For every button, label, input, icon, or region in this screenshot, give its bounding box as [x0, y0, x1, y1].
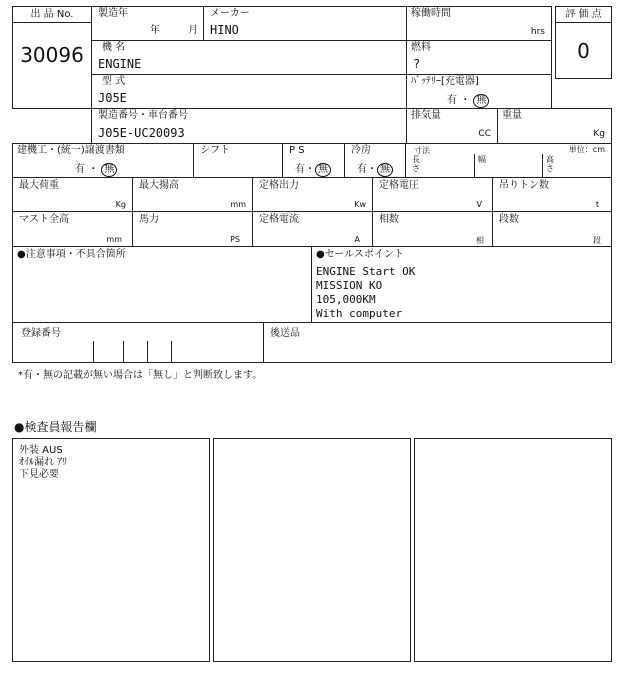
weight-unit: Kg	[593, 129, 605, 139]
year-unit: 年	[150, 25, 160, 36]
transfer-doc-no-circled: 無	[101, 163, 117, 177]
year-cell	[91, 6, 204, 41]
maker-cell	[203, 6, 407, 41]
rated-voltage-cell	[372, 177, 493, 212]
crane-tons-label: 吊りトン数	[499, 180, 549, 191]
year-label: 製造年	[98, 8, 128, 19]
mast-height-cell	[12, 211, 133, 247]
max-lift-unit: mm	[230, 200, 246, 209]
aircon-cell	[344, 143, 406, 178]
rating-cell	[555, 6, 612, 79]
rated-output-unit: Kw	[354, 200, 366, 209]
sales-point-line: ENGINE Start OK	[316, 265, 416, 278]
displacement-cell	[406, 108, 498, 144]
phases-label: 相数	[379, 214, 399, 225]
model-name-label: 機 名	[102, 42, 126, 53]
battery-cell	[406, 74, 552, 109]
rating-label: 評 価 点	[556, 7, 611, 23]
rated-current-cell	[252, 211, 373, 247]
sales-points-label: ●セールスポイント	[316, 249, 404, 260]
crane-tons-cell	[492, 177, 612, 212]
notes-cell	[12, 246, 312, 323]
month-unit: 月	[188, 25, 198, 36]
battery-yes: 有	[447, 95, 457, 106]
inspector-box-3	[414, 438, 612, 662]
ps-no-circled: 無	[315, 163, 331, 177]
fuel-label: 燃料	[411, 42, 431, 53]
phases-unit: 相	[476, 236, 484, 245]
dimensions-length-label: 長 さ	[412, 155, 420, 173]
transfer-doc-sep: ・	[88, 164, 99, 175]
weight-label: 重量	[502, 110, 522, 121]
inspector-box-2	[213, 438, 411, 662]
serial-label: 製造番号・車台番号	[98, 110, 188, 121]
sales-point-line: 105,000KM	[316, 293, 376, 306]
rated-current-unit: A	[354, 235, 360, 244]
hours-label: 稼働時間	[411, 8, 451, 19]
aircon-choice	[357, 160, 393, 177]
crane-tons-unit: t	[595, 200, 599, 209]
transfer-doc-label: 建機工・(統一)譲渡書類	[17, 145, 125, 156]
sales-points-cell	[311, 246, 612, 323]
lot-number-cell	[12, 6, 92, 109]
hours-unit: hrs	[530, 27, 545, 37]
inspector-report-title: ●検査員報告欄	[14, 420, 97, 434]
transfer-doc-cell	[12, 143, 194, 178]
model-type-value: J05E	[98, 91, 127, 105]
displacement-unit: CC	[478, 129, 491, 139]
weight-cell	[497, 108, 612, 144]
inspector-box-1	[12, 438, 210, 662]
rating-value: 0	[577, 39, 590, 63]
inspector-line: 下見必要	[19, 469, 59, 480]
model-name-cell	[91, 40, 407, 75]
ps-yes: 有	[295, 164, 305, 175]
ps-label: P S	[289, 145, 305, 156]
lot-number-value: 30096	[20, 43, 84, 67]
aircon-label: 冷房	[351, 145, 371, 156]
notes-label: ●注意事項・不具合箇所	[17, 249, 126, 260]
transfer-doc-choice	[75, 160, 117, 177]
registration-cell	[12, 322, 264, 363]
mast-height-label: マスト全高	[19, 214, 69, 225]
lot-number-label: 出 品 No.	[13, 7, 91, 23]
rated-output-cell	[252, 177, 373, 212]
max-lift-cell	[132, 177, 253, 212]
serial-cell	[91, 108, 407, 144]
registration-divider	[123, 341, 124, 362]
maker-label: メーカー	[210, 8, 250, 19]
inspector-line: ｵｲﾙ漏れ ｱﾘ	[19, 457, 68, 468]
registration-label: 登録番号	[21, 328, 61, 339]
sales-points-list	[316, 265, 415, 321]
horsepower-cell	[132, 211, 253, 247]
stages-unit: 段	[593, 236, 601, 245]
max-load-unit: Kg	[115, 200, 126, 209]
serial-value: J05E-UC20093	[98, 126, 185, 140]
inspector-line: 外装 AUS	[19, 445, 63, 456]
max-lift-label: 最大揚高	[139, 180, 179, 191]
phases-cell	[372, 211, 493, 247]
sales-point-line: MISSION KO	[316, 279, 383, 292]
battery-sep: ・	[460, 95, 471, 106]
stages-cell	[492, 211, 612, 247]
dimensions-width-label: 幅	[478, 155, 486, 164]
battery-no-circled: 無	[473, 94, 489, 108]
battery-label: ﾊﾞｯﾃﾘｰ[充電器]	[411, 76, 479, 87]
aircon-sep: ・	[367, 164, 377, 175]
maker-value: HINO	[210, 23, 239, 37]
max-load-label: 最大荷重	[19, 180, 59, 191]
footnote: *有・無の記載が無い場合は「無し」と判断致します。	[18, 370, 263, 381]
dimensions-unit-note: 単位：cm	[568, 145, 605, 154]
rated-voltage-unit: V	[476, 200, 482, 209]
shift-label: シフト	[200, 145, 230, 156]
shipping-label: 後送品	[270, 328, 300, 339]
registration-divider	[93, 341, 94, 362]
horsepower-label: 馬力	[139, 214, 159, 225]
sales-point-line: With computer	[316, 307, 403, 320]
battery-choice	[447, 91, 489, 108]
registration-divider	[171, 341, 172, 362]
fuel-cell	[406, 40, 552, 75]
dimensions-cell	[405, 143, 612, 178]
dimensions-divider-2	[542, 154, 543, 177]
stages-label: 段数	[499, 214, 519, 225]
dimensions-label: 寸法	[414, 146, 430, 155]
ps-sep: ・	[305, 164, 315, 175]
rated-voltage-label: 定格電圧	[379, 180, 419, 191]
dimensions-divider-1	[474, 154, 475, 177]
model-type-label: 型 式	[102, 76, 126, 87]
horsepower-unit: PS	[230, 235, 240, 244]
ps-choice	[295, 160, 331, 177]
ps-cell	[282, 143, 345, 178]
aircon-yes: 有	[357, 164, 367, 175]
inspector-notes	[19, 445, 67, 481]
rated-output-label: 定格出力	[259, 180, 299, 191]
rated-current-label: 定格電流	[259, 214, 299, 225]
dimensions-height-label: 高 さ	[546, 155, 554, 173]
hours-cell	[406, 6, 552, 41]
transfer-doc-yes: 有	[75, 164, 85, 175]
max-load-cell	[12, 177, 133, 212]
shift-cell	[193, 143, 283, 178]
fuel-value: ?	[413, 57, 421, 71]
aircon-no-circled: 無	[377, 163, 393, 177]
shipping-cell	[263, 322, 612, 363]
registration-divider	[147, 341, 148, 362]
model-type-cell	[91, 74, 407, 109]
model-name-value: ENGINE	[98, 57, 142, 71]
mast-height-unit: mm	[106, 235, 122, 244]
displacement-label: 排気量	[411, 110, 441, 121]
